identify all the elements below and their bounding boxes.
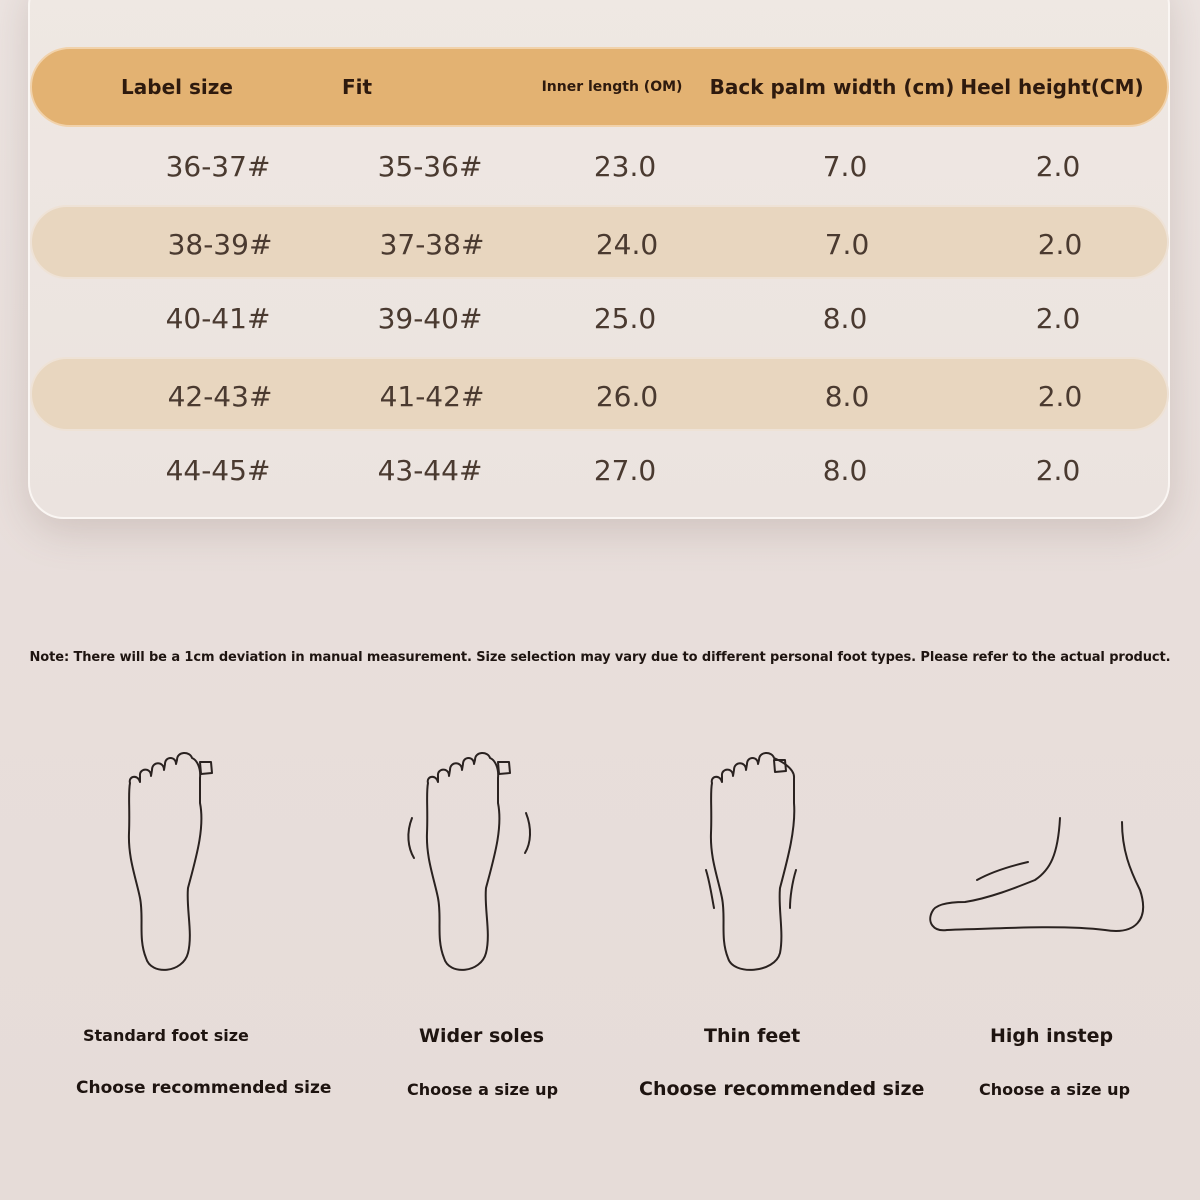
wide-foot-icon [398,748,548,982]
measurement-note: Note: There will be a 1cm deviation in manual measurement. Size selection may vary due to different personal foot types. Please refer to the actual product. [29,650,1171,665]
cell-label-size: 40-41# [165,301,271,335]
cell-inner-length: 23.0 [593,149,657,183]
cell-inner-length: 25.0 [593,301,657,335]
table-row [30,129,1169,203]
cell-back-palm-width: 8.0 [822,453,868,487]
cell-inner-length: 24.0 [595,227,659,261]
header-back-palm-width: Back palm width (cm) [709,75,955,99]
header-inner-length: Inner length (OM) [541,79,683,95]
cell-heel-height: 2.0 [1037,379,1083,413]
cell-fit: 41-42# [379,379,485,413]
table-row [30,433,1169,507]
cell-heel-height: 2.0 [1035,453,1081,487]
high-instep-title: High instep [990,1025,1114,1047]
cell-heel-height: 2.0 [1035,149,1081,183]
cell-fit: 43-44# [377,453,483,487]
table-row [30,205,1169,279]
cell-label-size: 44-45# [165,453,271,487]
header-fit: Fit [341,75,373,99]
thin-foot-icon [700,748,810,982]
standard-foot-icon [118,748,238,982]
cell-label-size: 36-37# [165,149,271,183]
thin-foot-advice: Choose recommended size [639,1078,925,1100]
table-row [30,357,1169,431]
cell-heel-height: 2.0 [1037,227,1083,261]
table-row [30,281,1169,355]
cell-back-palm-width: 7.0 [824,227,870,261]
thin-foot-title: Thin feet [704,1025,801,1047]
wide-foot-title: Wider soles [419,1025,545,1047]
header-label-size: Label size [121,75,233,99]
standard-foot-advice: Choose recommended size [76,1078,332,1098]
standard-foot-title: Standard foot size [83,1026,249,1045]
cell-heel-height: 2.0 [1035,301,1081,335]
cell-fit: 37-38# [379,227,485,261]
high-instep-icon [925,810,1155,944]
cell-inner-length: 27.0 [593,453,657,487]
high-instep-advice: Choose a size up [979,1080,1131,1099]
cell-inner-length: 26.0 [595,379,659,413]
cell-back-palm-width: 8.0 [824,379,870,413]
header-heel-height: Heel height(CM) [960,75,1144,99]
cell-back-palm-width: 7.0 [822,149,868,183]
cell-fit: 39-40# [377,301,483,335]
wide-foot-advice: Choose a size up [407,1080,559,1099]
cell-label-size: 42-43# [167,379,273,413]
table-header [30,47,1169,127]
cell-label-size: 38-39# [167,227,273,261]
cell-fit: 35-36# [377,149,483,183]
cell-back-palm-width: 8.0 [822,301,868,335]
